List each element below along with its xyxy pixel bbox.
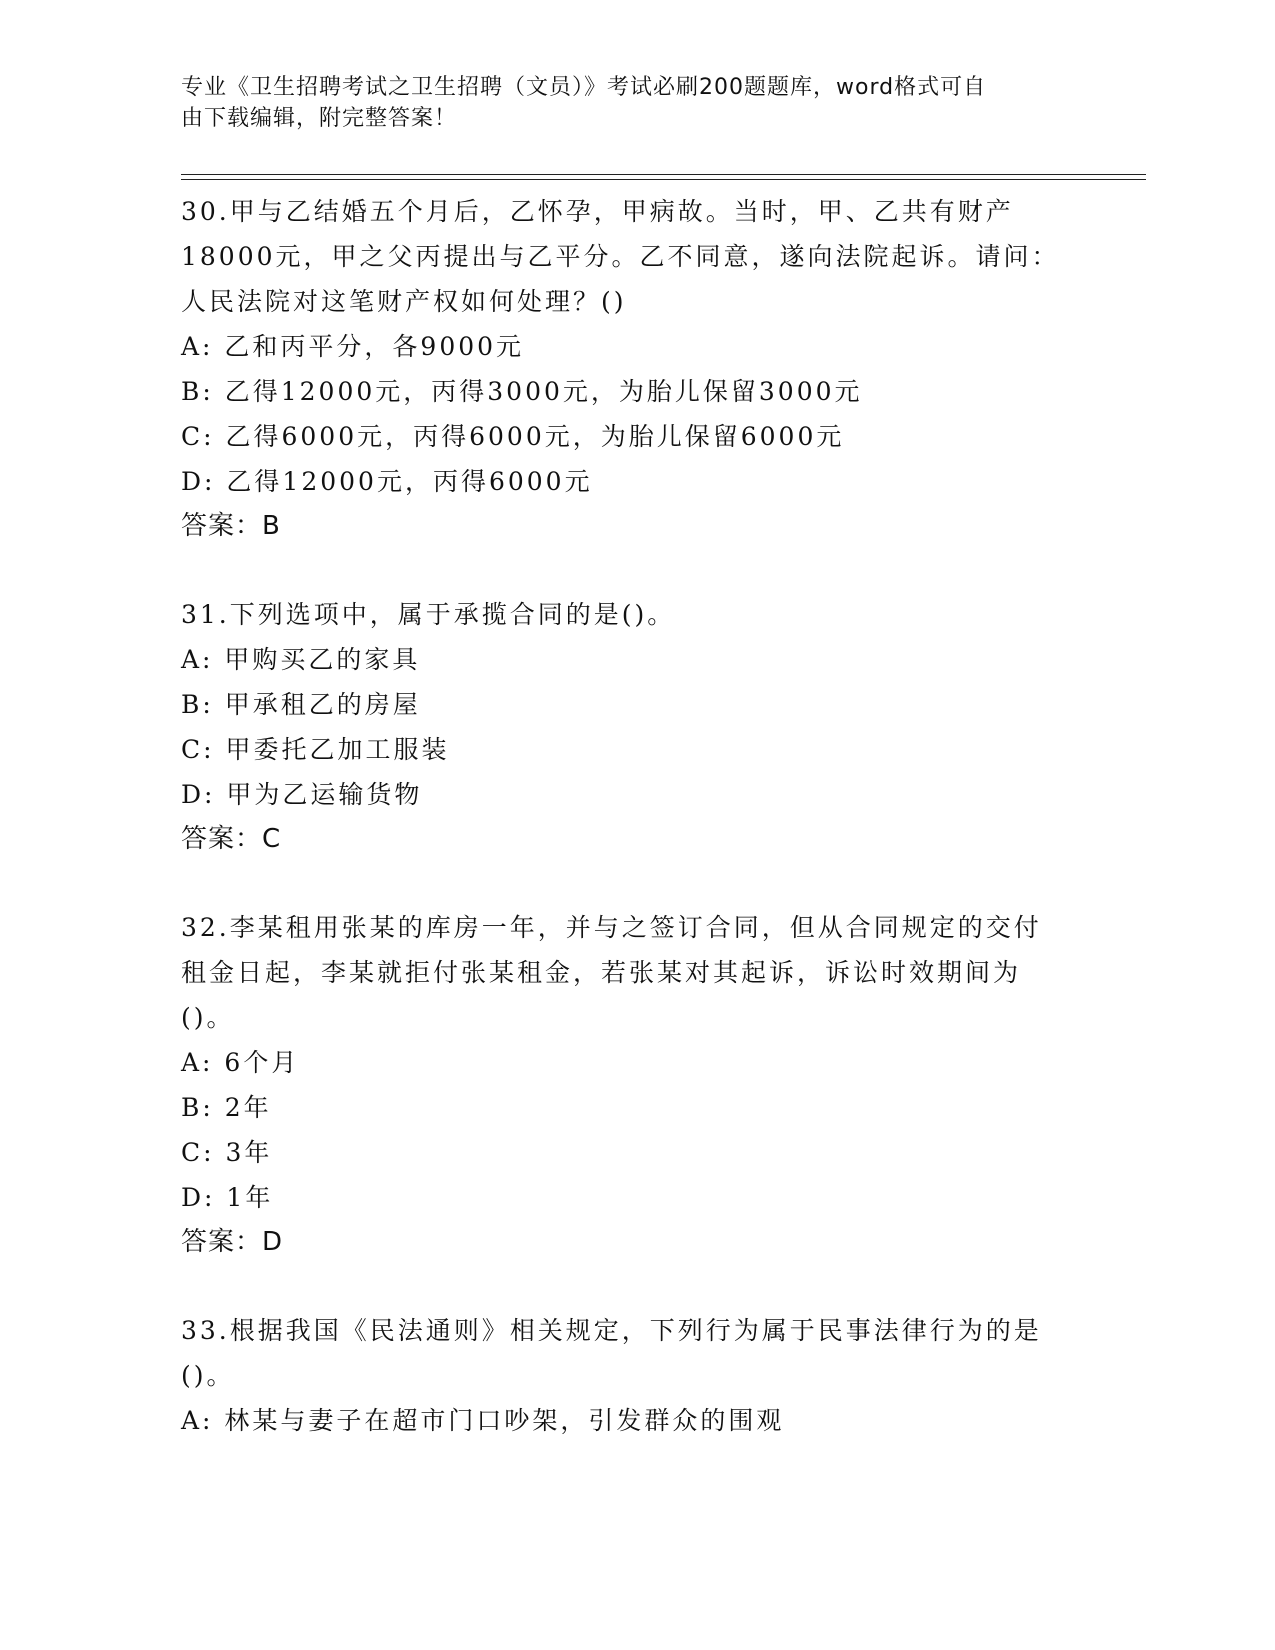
- question-stem: [181, 189, 1081, 324]
- option-a: A: 6个月: [181, 1048, 300, 1077]
- option-c: C: 甲委托乙加工服装: [181, 735, 450, 764]
- question-stem: [181, 905, 1081, 1040]
- stem-line: 人民法院对这笔财产权如何处理？(): [181, 287, 627, 316]
- stem-line: 18000元，甲之父丙提出与乙平分。乙不同意，遂向法院起诉。请问：: [181, 242, 1060, 271]
- header-line-1: 专业《卫生招聘考试之卫生招聘（文员）》考试必刷200题题库，word格式可自: [181, 75, 987, 100]
- option-c: C: 3年: [181, 1138, 273, 1167]
- option-b: B: 乙得12000元，丙得3000元，为胎儿保留3000元: [181, 377, 863, 406]
- question-33: [181, 1308, 1081, 1443]
- answer: 答案：D: [181, 1227, 284, 1257]
- option-a: A: 乙和丙平分，各9000元: [181, 332, 525, 361]
- question-stem: [181, 592, 1081, 637]
- option-d: D: 乙得12000元，丙得6000元: [181, 467, 593, 496]
- option-b: B: 2年: [181, 1093, 272, 1122]
- option-a: A: 林某与妻子在超市门口吵架，引发群众的围观: [181, 1406, 785, 1435]
- stem-line: 32.李某租用张某的库房一年，并与之签订合同，但从合同规定的交付: [181, 913, 1042, 942]
- option-c: C: 乙得6000元，丙得6000元，为胎儿保留6000元: [181, 422, 845, 451]
- header-divider-top: [181, 174, 1146, 175]
- answer: 答案：B: [181, 511, 281, 541]
- option-d: D: 甲为乙运输货物: [181, 780, 423, 809]
- option-b: B: 甲承租乙的房屋: [181, 690, 421, 719]
- stem-line: 30.甲与乙结婚五个月后，乙怀孕，甲病故。当时，甲、乙共有财产: [181, 197, 1014, 226]
- question-32: [181, 905, 1081, 1265]
- stem-line: 租金日起，李某就拒付张某租金，若张某对其起诉，诉讼时效期间为: [181, 958, 1022, 987]
- document-header: [181, 72, 1061, 134]
- stem-line: 31.下列选项中，属于承揽合同的是()。: [181, 600, 676, 629]
- stem-line: ()。: [181, 1361, 235, 1390]
- answer: 答案：C: [181, 824, 282, 854]
- stem-line: 33.根据我国《民法通则》相关规定，下列行为属于民事法律行为的是: [181, 1316, 1042, 1345]
- question-stem: [181, 1308, 1081, 1398]
- question-31: [181, 592, 1081, 862]
- option-a: A: 甲购买乙的家具: [181, 645, 421, 674]
- option-d: D: 1年: [181, 1183, 274, 1212]
- stem-line: ()。: [181, 1003, 235, 1032]
- header-line-2: 由下载编辑，附完整答案！: [181, 106, 458, 131]
- question-30: [181, 189, 1081, 549]
- question-list: [181, 189, 1081, 1486]
- header-divider-bottom: [181, 179, 1146, 180]
